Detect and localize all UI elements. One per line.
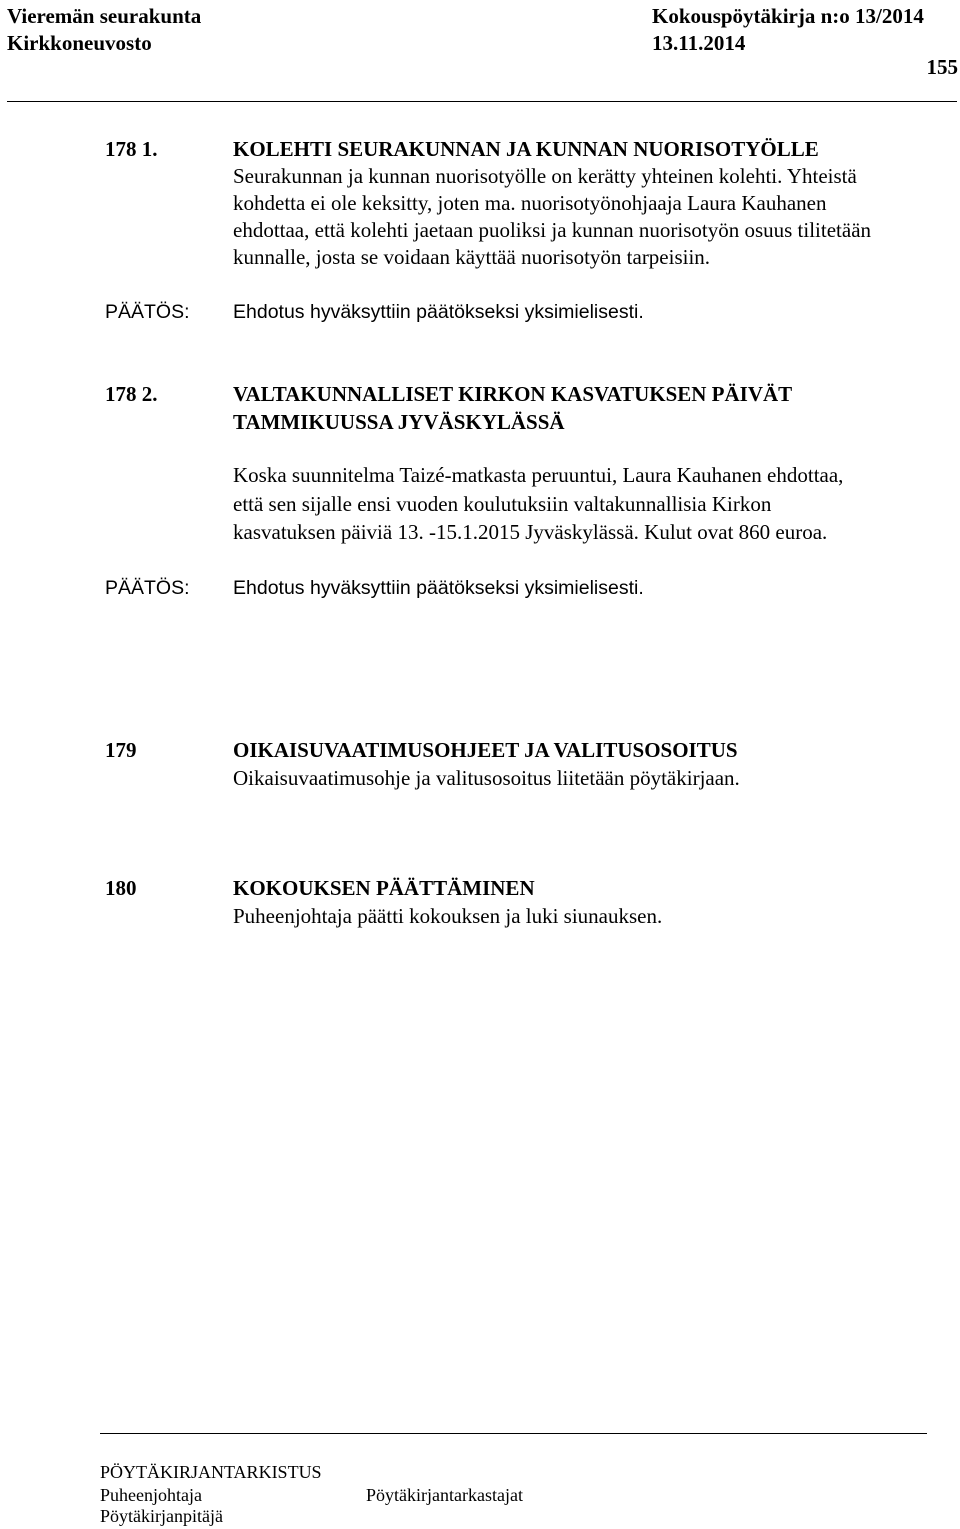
section-178-1-line: ehdottaa, että kolehti jaetaan puoliksi ja kunnan nuorisotyön osuus tilitetään (233, 218, 872, 242)
council-name: Kirkkoneuvosto (7, 31, 152, 55)
footer-heading: PÖYTÄKIRJANTARKISTUS (100, 1462, 322, 1482)
section-178-1-line: Seurakunnan ja kunnan nuorisotyölle on kerätty yhteinen kolehti. Yhteistä (233, 164, 857, 188)
page-number: 155 (926, 55, 958, 79)
header-right (652, 3, 924, 57)
section-178-2-line: että sen sijalle ensi vuoden koulutuksiin valtakunnallisia Kirkon (233, 492, 772, 516)
section-178-2-line: Koska suunnitelma Taizé-matkasta peruuntui, Laura Kauhanen ehdottaa, (233, 463, 844, 487)
section-178-2-title: TAMMIKUUSSA JYVÄSKYLÄSSÄ (233, 410, 565, 434)
footer-secretary: Pöytäkirjanpitäjä (100, 1506, 223, 1526)
section-178-1-line: kohdetta ei ole keksitty, joten ma. nuorisotyönohjaaja Laura Kauhanen (233, 191, 827, 215)
section-178-1-number: 178 1. (105, 137, 158, 161)
section-178-2-line: kasvatuksen päiviä 13. -15.1.2015 Jyväskylässä. Kulut ovat 860 euroa. (233, 520, 828, 544)
header-left (7, 3, 201, 57)
header-divider (7, 101, 957, 102)
footer-chair: Puheenjohtaja (100, 1485, 202, 1505)
section-178-2-number: 178 2. (105, 382, 158, 406)
section-179-text: Oikaisuvaatimusohje ja valitusosoitus liitetään pöytäkirjaan. (233, 766, 740, 790)
section-180-title: KOKOUKSEN PÄÄTTÄMINEN (233, 876, 535, 900)
section-178-1-decision-label: PÄÄTÖS: (105, 301, 190, 323)
footer-divider (100, 1433, 927, 1434)
parish-name: Vieremän seurakunta (7, 4, 202, 28)
section-178-1-title: KOLEHTI SEURAKUNNAN JA KUNNAN NUORISOTYÖLLE (233, 137, 819, 161)
section-178-2-title: VALTAKUNNALLISET KIRKON KASVATUKSEN PÄIVÄT (233, 382, 793, 406)
section-178-1-line: kunnalle, josta se voidaan käyttää nuorisotyön tarpeisiin. (233, 245, 711, 269)
section-180-number: 180 (105, 876, 137, 900)
footer-reviewers: Pöytäkirjantarkastajat (366, 1485, 523, 1505)
section-180-text: Puheenjohtaja päätti kokouksen ja luki siunauksen. (233, 904, 663, 928)
section-178-2-decision-label: PÄÄTÖS: (105, 577, 190, 599)
meeting-date: 13.11.2014 (652, 31, 746, 55)
section-179-number: 179 (105, 738, 137, 762)
section-178-1-decision: Ehdotus hyväksyttiin päätökseksi yksimielisesti. (233, 301, 644, 323)
section-178-2-decision: Ehdotus hyväksyttiin päätökseksi yksimielisesti. (233, 577, 644, 599)
minutes-title: Kokouspöytäkirja n:o 13/2014 (652, 4, 924, 28)
section-179-title: OIKAISUVAATIMUSOHJEET JA VALITUSOSOITUS (233, 738, 738, 762)
